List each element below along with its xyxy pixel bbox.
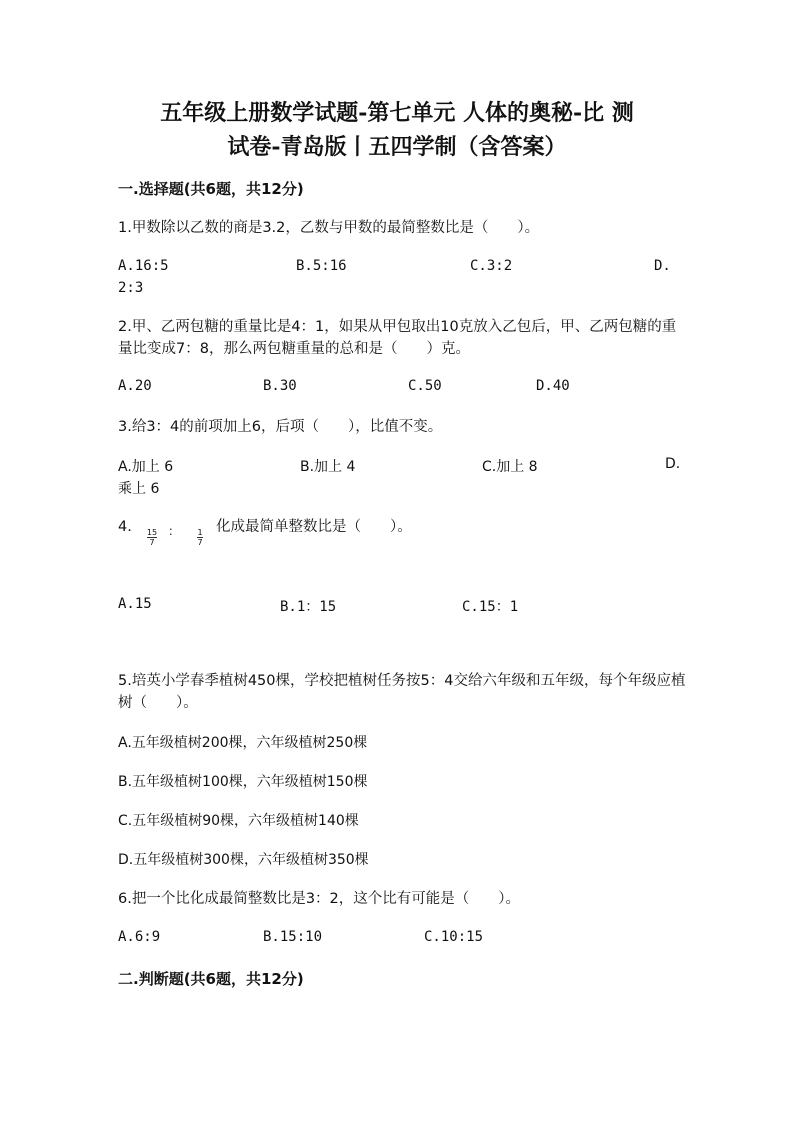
q4-colon: ： (168, 524, 181, 538)
q4-fraction-2 (196, 528, 204, 547)
question-2-text: 2.甲、乙两包糖的重量比是4：1，如果从甲包取出10克放入乙包后，甲、乙两包糖的重量比变成7：8，那么两包糖重量的总和是（ ）克。 (118, 319, 677, 357)
q3-option-c[interactable]: C.加上 8 (482, 459, 538, 475)
q1-option-d-label[interactable]: D. (654, 258, 671, 274)
question-5-text: 5.培英小学春季植树450棵，学校把植树任务按5：4交给六年级和五年级，每个年级应植树（ ）。 (118, 673, 686, 711)
q2-option-b[interactable]: B.30 (263, 378, 297, 394)
q4-fraction-1 (146, 528, 158, 547)
q3-option-d-value[interactable]: 乘上 6 (118, 481, 160, 497)
q5-option-d[interactable]: D.五年级植树300棵，六年级植树350棵 (118, 852, 369, 868)
q3-option-d-label[interactable]: D. (665, 456, 681, 472)
q5-option-c[interactable]: C.五年级植树90棵，六年级植树140棵 (118, 813, 359, 829)
section-heading-choice: 一.选择题(共6题，共12分) (118, 180, 304, 198)
q4-fraction-1-denominator: 7 (149, 538, 155, 547)
q4-fraction-1-numerator: 15 (146, 528, 158, 537)
q4-fraction-2-numerator: 1 (197, 528, 203, 537)
q4-option-a[interactable]: A.15 (118, 596, 152, 612)
q2-option-c[interactable]: C.50 (408, 378, 442, 394)
question-3-text: 3.给3：4的前项加上6，后项（ ），比值不变。 (118, 419, 443, 435)
q6-option-c[interactable]: C.10:15 (424, 929, 484, 945)
q4-fraction-2-denominator: 7 (197, 538, 203, 547)
q1-option-a[interactable]: A.16:5 (118, 258, 169, 274)
q4-option-b[interactable]: B.1：15 (280, 599, 337, 615)
q4-option-c[interactable]: C.15：1 (462, 599, 519, 615)
q5-option-b[interactable]: B.五年级植树100棵，六年级植树150棵 (118, 774, 368, 790)
page-title-line1: 五年级上册数学试题-第七单元 人体的奥秘-比 测 (160, 100, 634, 126)
question-1-text: 1.甲数除以乙数的商是3.2，乙数与甲数的最简整数比是（ ）。 (118, 220, 540, 236)
q2-option-d[interactable]: D.40 (536, 378, 570, 394)
question-4-number: 4. (118, 519, 132, 535)
q3-option-b[interactable]: B.加上 4 (300, 459, 356, 475)
question-4-text: 化成最简单整数比是（ ）。 (216, 519, 412, 535)
section-heading-judgement: 二.判断题(共6题，共12分) (118, 970, 304, 988)
q6-option-a[interactable]: A.6:9 (118, 929, 161, 945)
q3-option-a[interactable]: A.加上 6 (118, 459, 174, 475)
page-title-line2: 试卷-青岛版丨五四学制（含答案） (227, 134, 567, 160)
q1-option-d-value[interactable]: 2:3 (118, 280, 144, 296)
q1-option-c[interactable]: C.3:2 (470, 258, 513, 274)
q1-option-b[interactable]: B.5:16 (296, 258, 347, 274)
q2-option-a[interactable]: A.20 (118, 378, 152, 394)
question-6-text: 6.把一个比化成最简整数比是3：2，这个比有可能是（ ）。 (118, 891, 521, 907)
q6-option-b[interactable]: B.15:10 (263, 929, 323, 945)
q5-option-a[interactable]: A.五年级植树200棵，六年级植树250棵 (118, 735, 368, 751)
